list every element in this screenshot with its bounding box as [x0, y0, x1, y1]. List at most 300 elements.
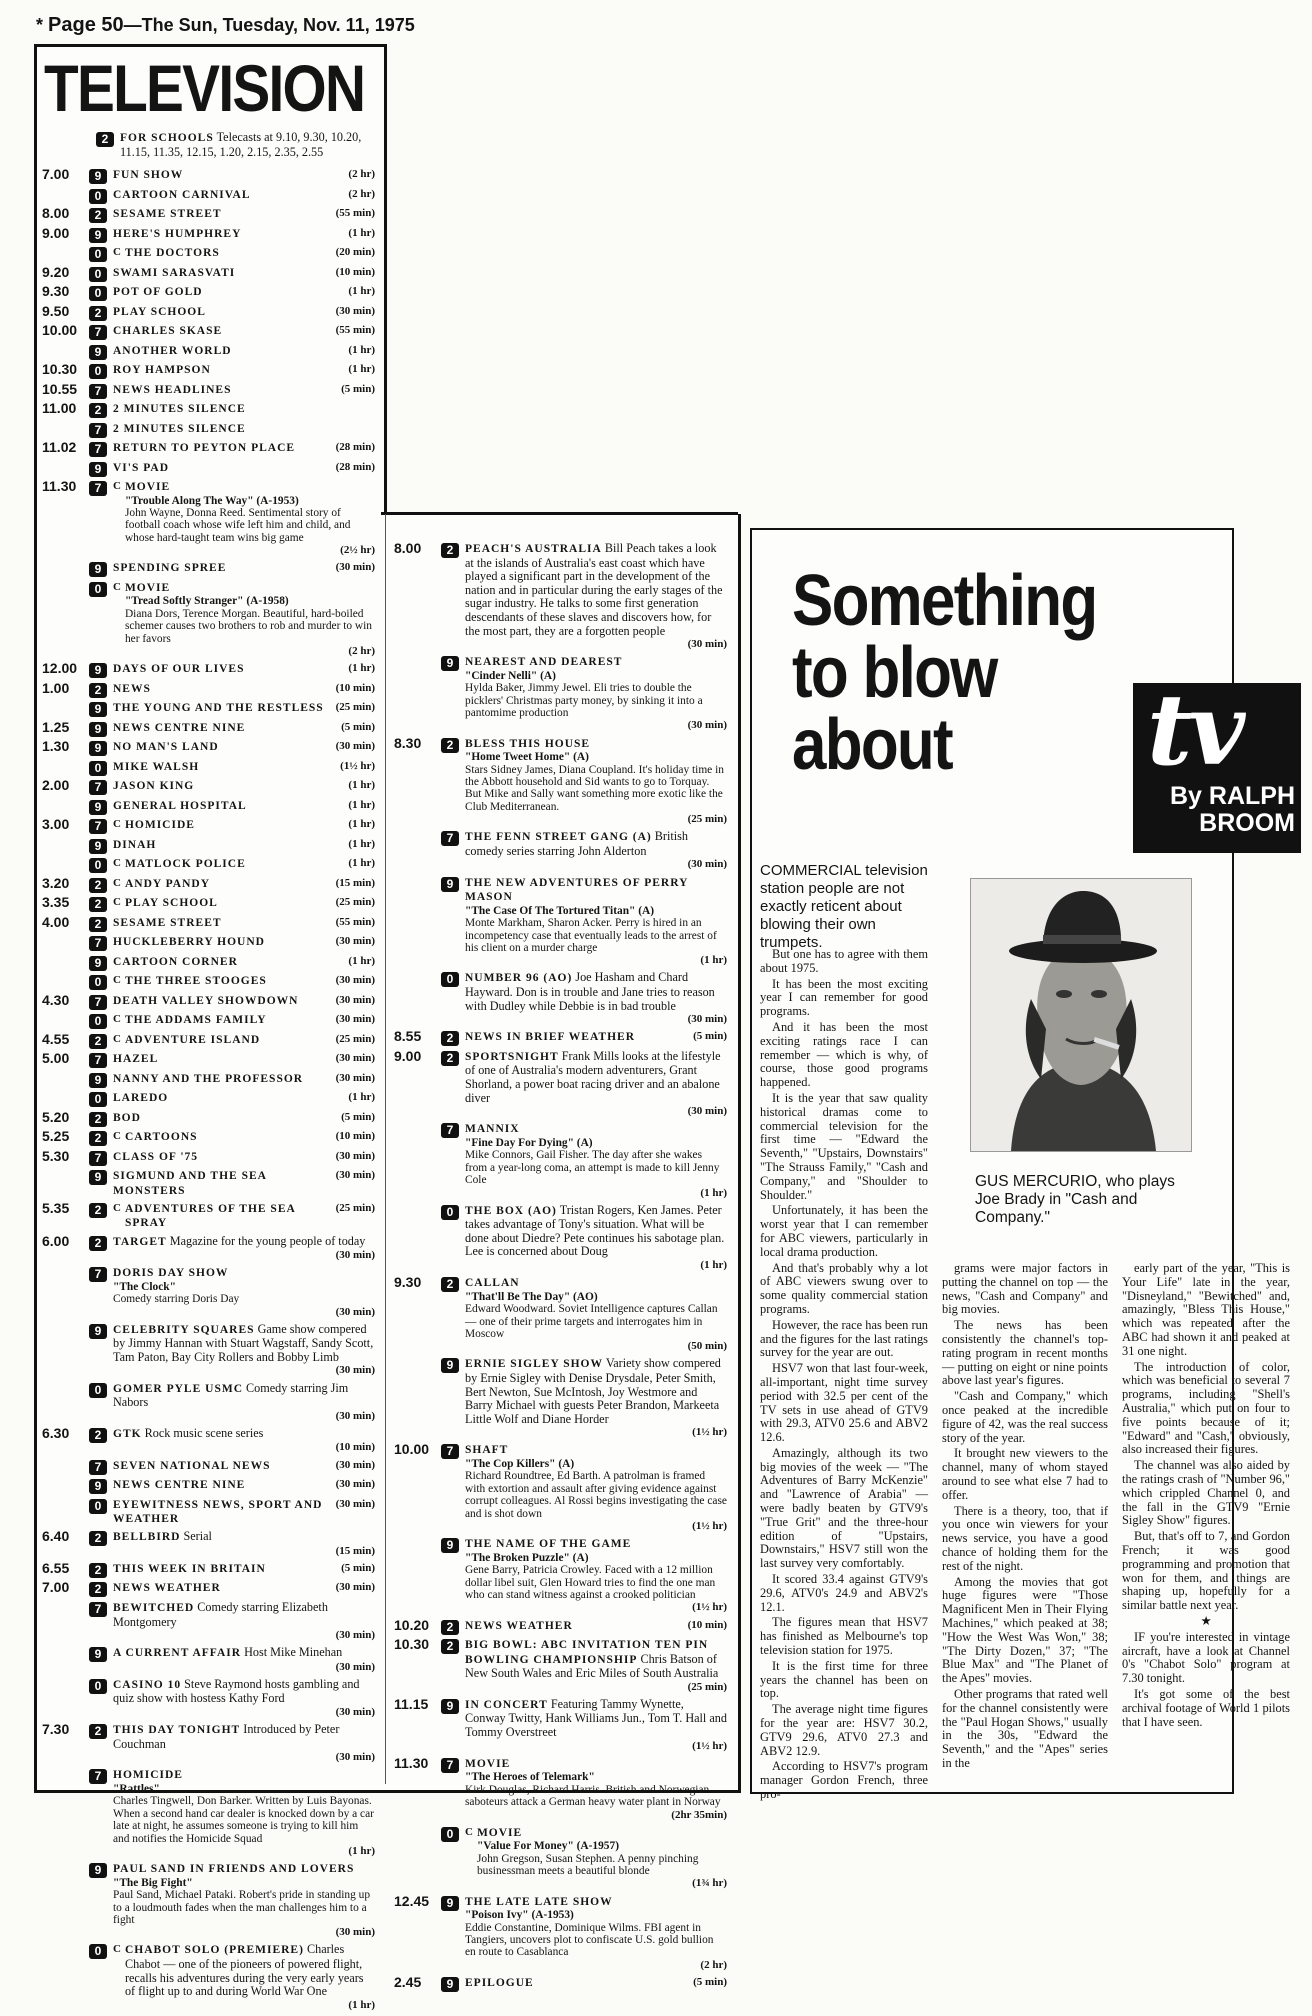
program-description: John Gregson, Susan Stephen. A penny pinching businessman meets a beautiful blonde: [476, 1852, 699, 1878]
program-title: GENERAL HOSPITAL: [113, 799, 247, 812]
listing-time: 9.00: [394, 1047, 422, 1064]
listing-time: 7.00: [42, 166, 70, 182]
article-paragraph: It is the year that saw quality historical dramas come to commercial television for the first time — "Edward the Seventh," "Upstairs, Downstairs" "The Strauss Family," "Cash and Company," and "Shoulder to Shoulder.": [760, 1090, 928, 1202]
listing-row: [42, 402, 375, 418]
listing-row: [42, 1478, 375, 1494]
channel-badge: 0: [89, 1014, 107, 1029]
listing-row: [42, 1498, 375, 1527]
color-broadcast-icon: C: [113, 896, 121, 909]
article-column-b: [942, 1262, 1108, 1773]
article-paragraph: grams were major factors in putting the channel on top — the news, "Cash and Company" and big movies.: [942, 1261, 1108, 1317]
listing-time: 10.55: [42, 380, 78, 397]
channel-badge: 0: [89, 582, 107, 597]
listing-duration: (1 hr): [348, 857, 375, 870]
star-icon: *: [36, 15, 44, 35]
episode-title: "The Clock": [113, 1280, 176, 1293]
program-title: SIGMUND AND THE SEA MONSTERS: [113, 1170, 267, 1197]
episode-title: "Fine Day For Dying" (A): [465, 1136, 593, 1149]
listing-time: 4.00: [42, 913, 70, 930]
channel-badge: 2: [89, 208, 107, 223]
listing-row: [42, 1382, 375, 1424]
channel-badge: 9: [89, 1863, 107, 1878]
article-paragraph: The introduction of color, which was beneficial to several 7 programs, including "Shell's Australia," which put on four to five points because of it; "Edward" and "Cash," obviously, also increased their figures.: [1122, 1359, 1290, 1457]
channel-badge: 7: [89, 1460, 107, 1475]
program-title: GOMER PYLE USMC: [113, 1382, 243, 1395]
program-title: CARTOON CARNIVAL: [113, 188, 251, 201]
program-title: MOVIE: [476, 1826, 523, 1839]
listing-time: 1.00: [42, 679, 70, 696]
listing-row: [394, 1616, 727, 1635]
program-title: ERNIE SIGLEY SHOW: [465, 1358, 603, 1371]
program-description: Comedy starring Elizabeth Montgomery: [113, 1599, 328, 1629]
listing-time: 10.00: [394, 1441, 430, 1458]
listing-row: [42, 1678, 375, 1720]
listing-row: [42, 441, 375, 457]
program-description: Serial: [183, 1529, 212, 1544]
listing-row: [42, 1943, 375, 2012]
channel-badge: 7: [89, 442, 107, 457]
channel-badge: 0: [89, 189, 107, 204]
listing-duration: (10 min): [335, 681, 375, 694]
listing-duration: (2 hr): [348, 168, 375, 180]
listing-row: [42, 1052, 375, 1068]
color-broadcast-icon: C: [113, 857, 121, 870]
program-description: Magazine for the young people of today: [169, 1233, 366, 1248]
listing-duration: (30 min): [335, 1364, 375, 1377]
program-title: NEWS: [113, 682, 151, 695]
program-title: HOMICIDE: [124, 819, 195, 832]
program-title: SESAME STREET: [113, 208, 222, 220]
listing-row: [42, 1768, 375, 1858]
listing-row: [42, 955, 375, 971]
listing-row: [394, 1754, 727, 1822]
listing-row: [42, 302, 375, 321]
listing-row: [394, 1892, 727, 1973]
listing-duration: (10 min): [687, 1618, 727, 1631]
channel-badge: 2: [441, 738, 459, 753]
channel-badge: 9: [89, 1170, 107, 1185]
listing-row: [42, 1169, 375, 1198]
program-title: MATLOCK POLICE: [124, 858, 246, 871]
channel-badge: 9: [89, 169, 107, 184]
listing-row: [42, 344, 375, 360]
listing-time: 11.02: [42, 439, 77, 455]
program-description: John Wayne, Donna Reed. Sentimental story of football coach whose wife left him and child, and whose hard-taught team wins big game: [124, 507, 351, 544]
listing-duration: (5 min): [341, 1561, 375, 1574]
schools-row: [96, 131, 376, 163]
article-paragraph: Other programs that rated well for the channel consistently were the "Paul Hogan Shows," usually in the 30s, "Edward the Seventh," and the "Apes" series in the: [942, 1686, 1108, 1770]
listing-duration: (30 min): [335, 740, 375, 753]
program-title: VI'S PAD: [113, 461, 170, 474]
program-description: Stars Sidney James, Diana Coupland. It's holiday time in the Abbott household and Sid wants to go to Torquay. But Mike and Sally want something more exotic like the Club Mediterranean.: [465, 763, 724, 813]
program-title: NEWS HEADLINES: [113, 383, 232, 396]
listing-duration: (1 hr): [348, 285, 375, 297]
channel-badge: 2: [89, 1563, 107, 1578]
listing-row: [42, 1581, 375, 1597]
listing-row: [394, 1030, 727, 1046]
program-title: THE DOCTORS: [124, 247, 220, 259]
listing-duration: (1 hr): [348, 1091, 375, 1104]
program-description: Joe Hasham and Chard Hayward. Don is in trouble and Jane tries to reason with Dudley while Debbie is in bad trouble: [465, 970, 715, 1013]
program-description: Rock music scene series: [144, 1425, 264, 1440]
listing-row: [42, 913, 375, 932]
listing-time: 10.30: [42, 361, 78, 377]
listing-row: [42, 363, 375, 379]
channel-badge: 9: [441, 1358, 459, 1373]
color-broadcast-icon: C: [113, 580, 121, 593]
listing-row: [42, 1232, 375, 1263]
listing-time: 7.30: [42, 1721, 70, 1738]
listing-duration: (30 min): [335, 1169, 375, 1182]
program-title: NO MAN'S LAND: [113, 741, 219, 754]
listing-duration: (2 hr): [700, 1958, 727, 1971]
listing-row: [42, 1091, 375, 1107]
program-description: Featuring Tammy Wynette, Conway Twitty, Hank Williams Jun., Tom T. Hall and Tommy Overstreet: [465, 1696, 727, 1740]
article-paragraph: early part of the year, "This is Your Life" late in the year, "Disneyland," "Bewitched" and, amazingly, "Bless This House," which was repeated after the ABC had shown it and peaked at 31 one night.: [1122, 1261, 1290, 1358]
listing-row: [42, 991, 375, 1010]
episode-title: "That'll Be The Day" (AO): [465, 1290, 598, 1303]
listing-row: [42, 818, 375, 834]
listing-duration: (30 min): [335, 1581, 375, 1594]
listing-row: [394, 734, 727, 827]
listing-row: [42, 285, 375, 301]
program-description: Paul Sand, Michael Pataki. Robert's pride in standing up to a loudmouth fades when the man challenges him to a fight: [113, 1889, 371, 1926]
color-broadcast-icon: C: [113, 876, 121, 889]
program-title: NEWS WEATHER: [113, 1582, 221, 1595]
program-title: THE ADDAMS FAMILY: [124, 1014, 267, 1027]
program-title: EPILOGUE: [465, 1976, 534, 1989]
channel-badge: 2: [89, 1034, 107, 1049]
program-title: IN CONCERT: [465, 1698, 548, 1711]
program-title: BOD: [113, 1111, 141, 1124]
listing-time: 1.30: [42, 738, 70, 755]
article-paragraph: But, that's off to 7, and Gordon French; it was good programming and promotion that won for them, and things are shaping up, hopefully for a similar battle next year.: [1122, 1529, 1290, 1613]
listing-duration: (20 min): [335, 246, 375, 258]
listing-row: [394, 1443, 727, 1533]
channel-badge: 7: [441, 1758, 459, 1773]
channel-badge: 0: [89, 267, 107, 282]
listing-row: [394, 1276, 727, 1354]
listing-row: [394, 1537, 727, 1615]
program-title: THE NAME OF THE GAME: [465, 1538, 632, 1551]
listing-duration: (15 min): [335, 1544, 375, 1557]
channel-badge: 0: [89, 364, 107, 379]
channel-badge: 0: [441, 972, 459, 987]
program-title: BIG BOWL: ABC INVITATION TEN PIN BOWLING CHAMPIONSHIP: [465, 1639, 709, 1666]
channel-badge: 7: [441, 1444, 459, 1459]
article-paragraph: It is the first time for three years the channel has been on top.: [760, 1658, 928, 1701]
listing-duration: (30 min): [335, 1751, 375, 1764]
program-description: Frank Mills looks at the lifestyle of one of Australia's modern adventurers, Grant Shorland, a power boat racing driver and an abalone diver: [465, 1048, 721, 1105]
listing-time: 5.30: [42, 1147, 70, 1164]
listing-duration: (1 hr): [348, 662, 375, 675]
listing-duration: (30 min): [687, 719, 727, 732]
program-title: PLAY SCHOOL: [124, 897, 218, 910]
listing-row: [394, 1973, 727, 1992]
program-title: ROY HAMPSON: [113, 364, 211, 376]
channel-badge: 2: [89, 1428, 107, 1443]
channel-badge: 9: [441, 656, 459, 671]
schools-text: Telecasts at 9.10, 9.30, 10.20, 11.15, 11.35, 12.15, 1.20, 2.15, 2.35, 2.55: [120, 130, 362, 159]
channel-badge: 0: [89, 247, 107, 262]
listing-duration: (1 hr): [348, 818, 375, 831]
listing-time: 9.30: [42, 283, 70, 299]
article-paragraph: It scored 33.4 against GTV9's 29.6, ATV0's 24.9 and ABV2's 12.1.: [760, 1572, 928, 1614]
listing-time: 9.50: [42, 302, 70, 319]
program-description: Kirk Douglas, Richard Harris. British and Norwegian saboteurs attack a German heavy water plant in Norway: [465, 1783, 721, 1809]
channel-badge: 9: [89, 1647, 107, 1662]
listing-column-1: [42, 168, 375, 2016]
listing-row: [42, 701, 375, 717]
channel-badge: 9: [89, 741, 107, 756]
article-paragraph: IF you're interested in vintage aircraft, have a look at Channel 0's "Chabot Solo" program at 7.30 tonight.: [1122, 1629, 1290, 1686]
listing-row: [42, 168, 375, 184]
listing-time: 8.00: [394, 540, 422, 556]
program-title: CHARLES SKASE: [113, 325, 223, 337]
listing-duration: (30 min): [335, 974, 375, 987]
listing-row: [42, 1723, 375, 1765]
listing-duration: (1 hr): [348, 1845, 375, 1858]
program-description: Gene Barry, Patricia Crowley. Faced with a 12 million dollar libel suit, Glen Howard tries to find the one man who can stand witness against a crooked politician: [465, 1564, 716, 1601]
program-description: Variety show compered by Ernie Sigley with Denise Drysdale, Peter Smith, Bert Newton, Sue McIntosh, Joy Westmore and Barry Michael with guests Peter Brandon, Markeeta Little Wolf and Diane Horder: [465, 1356, 721, 1426]
program-title: DAYS OF OUR LIVES: [113, 663, 245, 676]
program-description: Tristan Rogers, Ken James. Peter takes advantage of Tony's situation. What will be done about Diedre? Pete continues his sabotage plan. Lee is concerned about Doug: [465, 1202, 725, 1259]
listing-duration: (1¾ hr): [692, 1877, 727, 1890]
listing-time: 8.30: [394, 734, 422, 751]
listing-row: [42, 461, 375, 477]
program-title: SPENDING SPREE: [113, 562, 227, 575]
listing-time: 2.45: [394, 1973, 422, 1990]
program-description: Charles Chabot — one of the pioneers of powered flight, recalls his adventures during the very early years of flight up to and during World War One: [124, 1942, 364, 1999]
program-description: Eddie Constantine, Dominique Wilms. FBI agent in Tangiers, uncovers plot to confiscate U.S. gold bullion en route to Casablanca: [465, 1921, 714, 1959]
channel-badge: 2: [441, 1277, 459, 1292]
listing-row: [42, 1323, 375, 1378]
listing-time: 11.30: [42, 478, 77, 494]
program-title: LAREDO: [113, 1092, 169, 1105]
channel-badge: 9: [89, 345, 107, 360]
listing-duration: (30 min): [335, 1149, 375, 1162]
program-description: Introduced by Peter Couchman: [113, 1722, 340, 1751]
channel-badge: 7: [89, 423, 107, 438]
episode-title: "Trouble Along The Way" (A-1953): [124, 494, 299, 507]
listing-row: [42, 1862, 375, 1940]
listing-duration: (25 min): [335, 1032, 375, 1045]
page-header: [36, 14, 415, 37]
program-title: CASINO 10: [113, 1678, 182, 1691]
program-title: NEWS IN BRIEF WEATHER: [465, 1031, 636, 1044]
listing-row: [42, 935, 375, 951]
listing-row: [394, 1695, 727, 1753]
listing-duration: (5 min): [693, 1975, 727, 1988]
channel-badge: 9: [441, 1538, 459, 1553]
program-title: THIS DAY TONIGHT: [113, 1724, 241, 1737]
listing-row: [42, 1646, 375, 1674]
episode-title: "The Broken Puzzle" (A): [465, 1551, 589, 1564]
listing-duration: (1 hr): [348, 226, 375, 239]
program-title: SWAMI SARASVATI: [113, 266, 236, 279]
listing-time: 3.00: [42, 816, 70, 833]
program-title: A CURRENT AFFAIR: [113, 1647, 242, 1660]
tv-logo-text: tv: [1147, 673, 1242, 788]
program-title: POT OF GOLD: [113, 286, 203, 298]
listing-duration: (5 min): [341, 382, 375, 395]
column-divider: [385, 514, 386, 1784]
listing-row: [42, 480, 375, 558]
listing-row: [42, 380, 375, 399]
article-lead: COMMERCIAL television station people are not exactly reticent about blowing their own trumpets.: [760, 862, 928, 951]
program-description: Monte Markham, Sharon Acker. Perry is hired in an incompetency case that eventually leads to the arrest of his client on a murder charge: [465, 917, 717, 954]
listing-time: 6.55: [42, 1559, 70, 1576]
listing-row: [394, 542, 727, 652]
listing-time: 9.30: [394, 1274, 422, 1291]
channel-badge: 9: [89, 1073, 107, 1088]
program-description: Comedy starring Jim Nabors: [113, 1380, 349, 1410]
program-description: Bill Peach takes a look at the islands of Australia's east coast which have played a significant part in the development of the nation and in particular during the early stages of the sugar industry. He talks to some first generation descendants of these slaves and discovers how, for the most part, they are a forgotten people: [465, 541, 723, 638]
channel-badge: 7: [89, 481, 107, 496]
listing-duration: (15 min): [335, 876, 375, 889]
listing-time: 5.25: [42, 1128, 70, 1145]
channel-badge: 0: [89, 858, 107, 873]
article-paragraph: There is a theory, too, that if you once win viewers for your news service, you have a good chance of holding them for the rest of the night.: [942, 1503, 1108, 1573]
channel-badge: 9: [89, 462, 107, 477]
listing-time: 10.30: [394, 1636, 430, 1652]
listing-row: [394, 1204, 727, 1273]
program-title: EYEWITNESS NEWS, SPORT AND WEATHER: [113, 1498, 323, 1526]
listing-duration: (30 min): [687, 1013, 727, 1026]
episode-title: "The Case Of The Tortured Titan" (A): [465, 904, 655, 917]
listing-time: 12.00: [42, 660, 78, 677]
listing-duration: (25 min): [335, 1201, 375, 1214]
listing-duration: (55 min): [335, 915, 375, 928]
channel-badge: 0: [89, 1679, 107, 1694]
channel-badge: 7: [441, 831, 459, 846]
listing-duration: (28 min): [335, 460, 375, 473]
listing-duration: (1 hr): [348, 343, 375, 356]
channel-badge: 9: [441, 877, 459, 892]
program-title: MANNIX: [465, 1123, 520, 1136]
article-paragraph: It brought new viewers to the channel, many of whom stayed around to see what else 7 had to offer.: [942, 1446, 1108, 1502]
program-title: ANDY PANDY: [124, 877, 211, 890]
listing-time: 2.00: [42, 777, 70, 794]
listing-duration: (1 hr): [348, 837, 375, 850]
channel-badge: 9: [89, 722, 107, 737]
listing-time: 4.30: [42, 991, 70, 1008]
color-broadcast-icon: C: [113, 1201, 121, 1214]
channel-badge: 7: [89, 1267, 107, 1282]
listing-duration: (30 min): [335, 1926, 375, 1939]
listing-duration: (25 min): [687, 1680, 727, 1693]
episode-title: "Tread Softly Stranger" (A-1958): [124, 595, 289, 608]
program-title: DINAH: [113, 838, 157, 851]
article-paragraph: Amazingly, although its two big movies of the week — "The Adventures of Barry McKenzie" and "Lawrence of Arabia" — were badly beaten by GTV9's "True Grit" and the three-hour edition of "Upstairs, Downstairs," HSV7 still won the last survey very comfortably.: [760, 1445, 928, 1571]
article-paragraph: And it has been the most exciting ratings race I can remember — which is why, of course, those good programs happened.: [760, 1019, 928, 1090]
listing-duration: (30 min): [335, 1478, 375, 1491]
program-title: ADVENTURES OF THE SEA SPRAY: [124, 1202, 296, 1230]
episode-title: "Value For Money" (A-1957): [476, 1840, 619, 1853]
listing-duration: (30 min): [335, 935, 375, 948]
channel-badge: 7: [89, 936, 107, 951]
program-title: HOMICIDE: [113, 1769, 183, 1782]
listing-duration: (30 min): [335, 1305, 375, 1318]
article-column-c: [1122, 1262, 1290, 1731]
man-in-bowler-hat-image: [971, 879, 1191, 1151]
listing-time: 10.20: [394, 1616, 430, 1633]
channel-badge: 7: [89, 995, 107, 1010]
channel-badge: 2: [441, 543, 459, 558]
listing-row: [42, 1130, 375, 1146]
listing-row: [42, 246, 375, 262]
channel-badge: 2: [89, 1236, 107, 1251]
listing-duration: (1 hr): [700, 1259, 727, 1271]
listing-duration: (25 min): [335, 701, 375, 714]
channel-badge: 2: [89, 1112, 107, 1127]
paper-dateline: —The Sun, Tuesday, Nov. 11, 1975: [123, 15, 415, 35]
listing-row: [394, 1638, 727, 1694]
listing-duration: (30 min): [335, 561, 375, 574]
channel-badge: 7: [89, 1151, 107, 1166]
program-description: Host Mike Minehan: [244, 1645, 343, 1660]
listing-duration: (25 min): [335, 896, 375, 909]
channel-badge: 2: [89, 878, 107, 893]
episode-title: "The Heroes of Telemark": [465, 1771, 595, 1784]
program-title: JASON KING: [113, 780, 195, 793]
program-title: HERE'S HUMPHREY: [113, 227, 242, 240]
channel-badge: 2: [89, 1582, 107, 1597]
channel-badge: 2: [441, 1051, 459, 1066]
channel-badge: 0: [89, 761, 107, 776]
color-broadcast-icon: C: [113, 246, 121, 258]
color-broadcast-icon: C: [113, 974, 121, 987]
program-title: THE BOX (AO): [465, 1204, 557, 1217]
listing-row: [42, 1147, 375, 1166]
byline: By RALPH BROOM: [1169, 782, 1295, 837]
listing-duration: (10 min): [335, 1441, 375, 1454]
listing-duration: (1½ hr): [692, 1520, 727, 1533]
program-title: HUCKLEBERRY HOUND: [113, 936, 265, 949]
article-paragraph: ★: [1200, 1613, 1212, 1628]
listing-duration: (30 min): [335, 1071, 375, 1084]
channel-badge: 9: [441, 1977, 459, 1992]
channel-badge: 0: [89, 286, 107, 301]
listing-row: [42, 324, 375, 340]
program-title: HAZEL: [113, 1053, 159, 1066]
channel-badge: 2: [89, 1131, 107, 1146]
listing-row: [42, 1108, 375, 1127]
listing-duration: (5 min): [693, 1030, 727, 1043]
color-broadcast-icon: C: [113, 1032, 121, 1045]
listing-row: [42, 838, 375, 854]
listing-duration: (30 min): [687, 858, 727, 871]
article-paragraph: But one has to agree with them about 1975.: [760, 947, 928, 975]
listing-duration: (1 hr): [348, 363, 375, 375]
channel-badge: 2: [441, 1031, 459, 1046]
program-title: PEACH'S AUSTRALIA: [465, 543, 602, 555]
article-paragraph: And that's probably why a lot of ABC viewers swung over to some quality commercial station programs.: [760, 1260, 928, 1316]
listing-row: [42, 1266, 375, 1319]
listing-time: 11.15: [394, 1695, 429, 1712]
program-title: THE NEW ADVENTURES OF PERRY MASON: [465, 876, 688, 904]
channel-badge: 7: [89, 1053, 107, 1068]
listing-duration: (30 min): [335, 1013, 375, 1026]
program-title: NEAREST AND DEAREST: [465, 656, 623, 669]
listing-duration: (1 hr): [700, 954, 727, 967]
listing-duration: (30 min): [335, 304, 375, 317]
schools-title: FOR SCHOOLS: [120, 132, 214, 144]
section-title: TELEVISION: [44, 51, 365, 125]
program-title: 2 MINUTES SILENCE: [113, 422, 246, 435]
listing-duration: (55 min): [335, 324, 375, 336]
program-description: Mike Connors, Gail Fisher. The day after she wakes from a year-long coma, an attempt is made to kill Jenny Cole: [465, 1149, 720, 1187]
